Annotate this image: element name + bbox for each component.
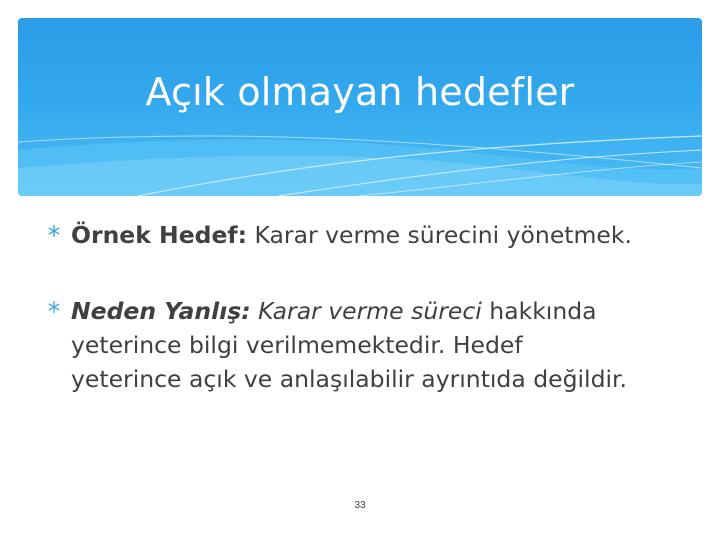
page-number: 33	[354, 500, 366, 511]
bullet-italic-text: Karar verme süreci	[258, 297, 482, 325]
asterisk-icon	[47, 224, 61, 238]
bullet-line-3: yeterince açık ve anlaşılabilir ayrıntıda değildir.	[71, 365, 627, 393]
bullet-lead: Örnek Hedef:	[71, 221, 248, 249]
bullet-line-2: yeterince bilgi verilmemektedir. Hedef	[71, 331, 523, 359]
bullet-lead: Neden Yanlış:	[71, 297, 251, 325]
title-banner	[18, 18, 702, 196]
bullet-text: Karar verme sürecini yönetmek.	[254, 221, 632, 249]
bullet-line-1	[71, 294, 704, 328]
bullet-list	[44, 218, 704, 396]
bullet-text: hakkında	[489, 297, 597, 325]
slide-title: Açık olmayan hedefler	[145, 70, 575, 114]
bullet-item-why-wrong	[44, 294, 704, 396]
asterisk-icon	[47, 300, 61, 314]
bullet-item-example	[44, 218, 704, 252]
